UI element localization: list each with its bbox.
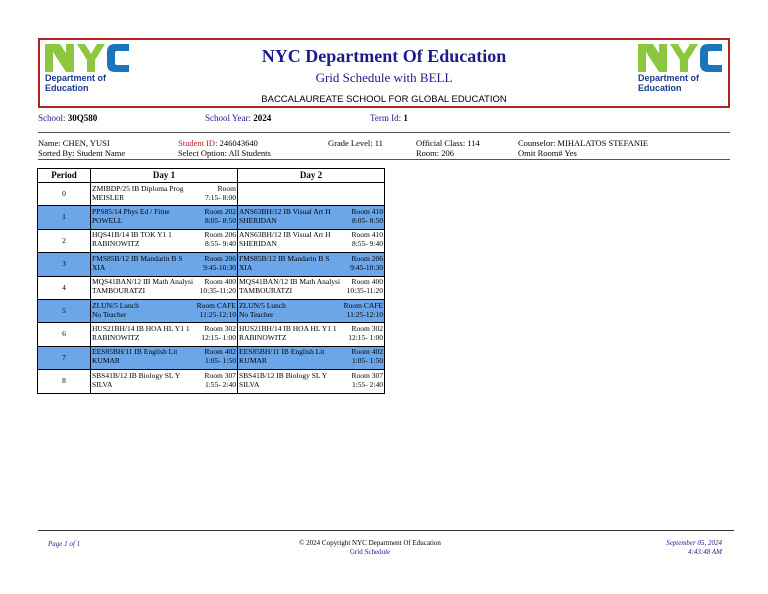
- course-code: HUS21BH/14 IB HOA HL Y1 1: [239, 324, 337, 334]
- class-entry: [239, 324, 383, 345]
- period-row: [38, 229, 385, 252]
- student-name-text: Name: CHEN, YUSI: [38, 138, 110, 148]
- period-number: 6: [38, 323, 91, 346]
- teacher-name: SHERIDAN: [239, 216, 277, 226]
- student-id-label: Student ID:: [178, 138, 218, 148]
- class-entry: [239, 230, 383, 251]
- bell-time: 9:45-10:30: [350, 262, 383, 272]
- period-row: [38, 206, 385, 229]
- class-entry: [92, 277, 236, 298]
- day2-cell: [238, 229, 385, 252]
- course-code: MQS41BAN/12 IB Math Analysi: [92, 277, 194, 287]
- room-number: Room 302: [351, 324, 383, 334]
- bell-time: 10:35-11:20: [199, 286, 236, 296]
- teacher-name: MEISLER: [92, 192, 125, 202]
- bell-time: 1:55- 2:40: [204, 379, 236, 389]
- day2-header: Day 2: [238, 169, 385, 183]
- course-code: EES85BH/11 IB English Lit: [92, 347, 178, 357]
- teacher-name: RABINOWITZ: [92, 239, 140, 249]
- class-entry: [239, 184, 383, 205]
- room-number: Room 402: [351, 347, 383, 357]
- student-id-value: 246043640: [219, 138, 258, 148]
- room-number: Room 206: [204, 253, 236, 263]
- period-row: [38, 323, 385, 346]
- period-number: 3: [38, 253, 91, 276]
- period-row: [38, 183, 385, 206]
- period-row: [38, 346, 385, 369]
- school-field: [38, 113, 97, 123]
- print-date: September 05, 2024: [666, 539, 722, 547]
- period-number: 7: [38, 346, 91, 369]
- period-number: 8: [38, 370, 91, 393]
- school-year-field: [205, 113, 271, 123]
- class-entry: [92, 230, 236, 251]
- teacher-name: SHERIDAN: [239, 239, 277, 249]
- period-number: 2: [38, 229, 91, 252]
- room-number: Room 302: [204, 324, 236, 334]
- period-number: 0: [38, 183, 91, 206]
- day1-cell: [91, 276, 238, 299]
- term-field: [370, 113, 408, 123]
- teacher-name: TAMBOURATZI: [239, 286, 293, 296]
- footer-divider: [38, 530, 734, 531]
- teacher-name: SILVA: [239, 379, 260, 389]
- omit-room-text: Omit Room# Yes: [518, 148, 577, 158]
- course-code: ZMIBDP/25 IB Diploma Prog: [92, 183, 184, 193]
- bell-time: 9:45-10:30: [203, 262, 236, 272]
- teacher-name: TAMBOURATZI: [92, 286, 146, 296]
- bell-time: 7:15- 8:00: [204, 192, 236, 202]
- period-number: 5: [38, 299, 91, 322]
- day1-cell: [91, 299, 238, 322]
- day1-cell: [91, 229, 238, 252]
- period-row: [38, 370, 385, 393]
- room-number: Room 307: [351, 370, 383, 380]
- class-entry: [239, 301, 383, 322]
- logo-dept-line2: Education: [45, 83, 89, 93]
- day2-cell: [238, 253, 385, 276]
- class-entry: [239, 277, 383, 298]
- course-code: HQS41B/14 IB TOK Y1 1: [92, 230, 172, 240]
- period-row: [38, 253, 385, 276]
- bell-time: 1:05- 1:50: [351, 356, 383, 366]
- room-text: Room: 206: [416, 148, 455, 158]
- school-label: School:: [38, 113, 66, 123]
- period-number: 4: [38, 276, 91, 299]
- room-number: Room 206: [351, 253, 383, 263]
- course-code: ZLUN/5 Lunch: [239, 300, 286, 310]
- teacher-name: XIA: [239, 262, 253, 272]
- class-entry: [92, 301, 236, 322]
- room-number: Room 202: [204, 207, 236, 217]
- school-year-value: 2024: [253, 113, 272, 123]
- day2-cell: [238, 346, 385, 369]
- bell-time: 8:05- 8:50: [204, 216, 236, 226]
- school-name: BACCALAUREATE SCHOOL FOR GLOBAL EDUCATION: [261, 94, 507, 105]
- logo-dept-line1: Department of: [638, 73, 700, 83]
- student-id-field: [178, 138, 271, 148]
- room-number: Room 410: [351, 207, 383, 217]
- term-value: 1: [403, 113, 408, 123]
- course-code: SBS41B/12 IB Biology SL Y: [92, 370, 181, 380]
- day1-cell: [91, 370, 238, 393]
- day2-cell: [238, 206, 385, 229]
- room-number: Room 400: [204, 277, 236, 287]
- sorted-by-text: Sorted By: Student Name: [38, 148, 126, 158]
- report-header: [38, 38, 730, 108]
- day2-cell: [238, 183, 385, 206]
- course-code: MQS41BAN/12 IB Math Analysi: [239, 277, 341, 287]
- class-entry: [92, 324, 236, 345]
- teacher-name: XIA: [92, 262, 106, 272]
- nyc-logo-icon: [636, 42, 726, 74]
- grade-level-text: Grade Level: 11: [328, 138, 383, 148]
- bell-time: 8:55- 9:40: [204, 239, 236, 249]
- class-entry: [92, 184, 236, 205]
- day2-cell: [238, 299, 385, 322]
- term-label: Term Id:: [370, 113, 402, 123]
- room-number: Room CAFE: [196, 300, 236, 310]
- official-class-block: [416, 138, 480, 158]
- period-row: [38, 299, 385, 322]
- day1-cell: [91, 253, 238, 276]
- logo-dept-line1: Department of: [45, 73, 107, 83]
- room-number: Room 206: [204, 230, 236, 240]
- student-id-block: [178, 138, 271, 158]
- day1-header: Day 1: [91, 169, 238, 183]
- period-header: Period: [38, 169, 91, 183]
- nyc-doe-logo-right: [636, 42, 726, 96]
- class-entry: [239, 207, 383, 228]
- course-code: HUS21BH/14 IB HOA HL Y1 1: [92, 324, 190, 334]
- school-year-label: School Year:: [205, 113, 252, 123]
- divider: [38, 132, 730, 133]
- page-number: Page 1 of 1: [48, 540, 81, 548]
- official-class-text: Official Class: 114: [416, 138, 480, 148]
- class-entry: [92, 254, 236, 275]
- bell-time: 12:15- 1:00: [348, 333, 383, 343]
- logo-dept-line2: Education: [638, 83, 682, 93]
- divider: [38, 159, 730, 160]
- bell-time: 12:15- 1:00: [201, 333, 236, 343]
- student-name: [38, 138, 125, 158]
- period-number: 1: [38, 206, 91, 229]
- teacher-name: SILVA: [92, 379, 113, 389]
- teacher-name: RABINOWITZ: [92, 333, 140, 343]
- print-timestamp: [666, 539, 722, 557]
- class-entry: [92, 371, 236, 392]
- bell-time: 8:55- 9:40: [351, 239, 383, 249]
- bell-time: 10:35-11:20: [346, 286, 383, 296]
- school-info-bar: [38, 113, 730, 127]
- bell-time: 11:25-12:10: [199, 309, 236, 319]
- day1-cell: [91, 323, 238, 346]
- report-title: NYC Department Of Education: [261, 46, 507, 66]
- class-entry: [92, 207, 236, 228]
- bell-time: 8:05- 8:50: [351, 216, 383, 226]
- report-subtitle: Grid Schedule with BELL: [315, 70, 453, 85]
- day1-cell: [91, 183, 238, 206]
- course-code: EES85BH/11 IB English Lit: [239, 347, 325, 357]
- room-number: Room: [217, 183, 236, 193]
- class-entry: [92, 347, 236, 368]
- course-code: PPS85/14 Phys Ed / Fitne: [92, 207, 170, 217]
- period-row: [38, 276, 385, 299]
- class-entry: [239, 254, 383, 275]
- teacher-name: KUMAR: [92, 356, 120, 366]
- room-number: Room CAFE: [343, 300, 383, 310]
- class-entry: [239, 371, 383, 392]
- counselor-block: [518, 138, 648, 158]
- grid-header-row: [38, 169, 385, 183]
- course-code: SBS41B/12 IB Biology SL Y: [239, 370, 328, 380]
- school-value: 30Q580: [67, 113, 98, 123]
- bell-time: 11:25-12:10: [346, 309, 383, 319]
- day2-cell: [238, 370, 385, 393]
- course-code: FMS85B/12 IB Mandarin B S: [239, 253, 330, 263]
- teacher-name: No Teacher: [239, 309, 274, 319]
- day2-cell: [238, 323, 385, 346]
- footer-copyright-block: [200, 539, 540, 557]
- counselor-text: Counselor: MIHALATOS STEFANIE: [518, 138, 649, 148]
- print-time: 4:43:48 AM: [688, 548, 722, 556]
- teacher-name: RABINOWITZ: [239, 333, 287, 343]
- room-number: Room 402: [204, 347, 236, 357]
- teacher-name: POWELL: [92, 216, 123, 226]
- class-entry: [239, 347, 383, 368]
- bell-time: 1:05- 1:50: [204, 356, 236, 366]
- day1-cell: [91, 346, 238, 369]
- course-code: FMS85B/12 IB Mandarin B S: [92, 253, 183, 263]
- course-code: ANS63BH/12 IB Visual Art H: [239, 230, 331, 240]
- course-code: ANS63BH/12 IB Visual Art H: [239, 207, 331, 217]
- report-name: Grid Schedule: [349, 548, 391, 556]
- select-option-text: Select Option: All Students: [178, 148, 271, 158]
- room-number: Room 400: [351, 277, 383, 287]
- day1-cell: [91, 206, 238, 229]
- day2-cell: [238, 276, 385, 299]
- schedule-grid: [37, 168, 385, 394]
- teacher-name: No Teacher: [92, 309, 127, 319]
- course-code: ZLUN/5 Lunch: [92, 300, 139, 310]
- copyright-text: © 2024 Copyright NYC Department Of Education: [299, 539, 441, 547]
- room-number: Room 307: [204, 370, 236, 380]
- teacher-name: KUMAR: [239, 356, 267, 366]
- room-number: Room 410: [351, 230, 383, 240]
- bell-time: 1:55- 2:40: [351, 379, 383, 389]
